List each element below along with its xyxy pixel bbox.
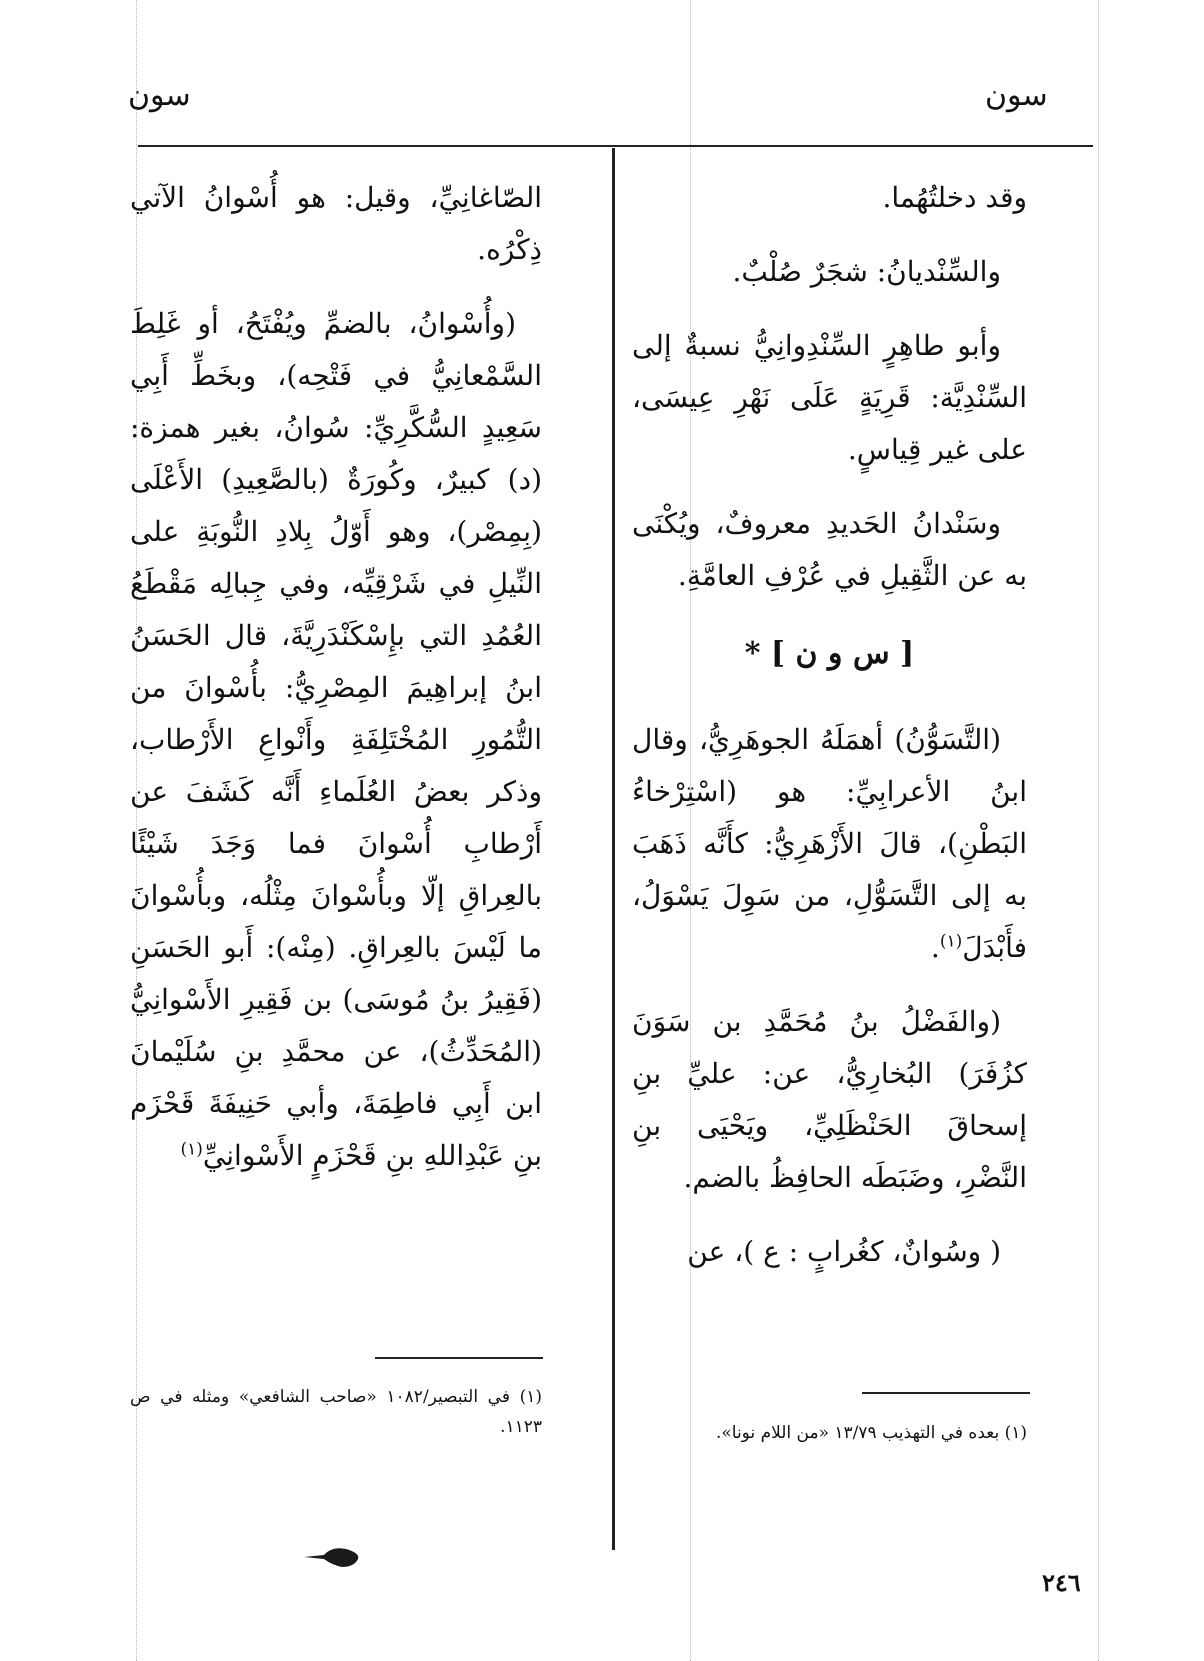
footnote-rule bbox=[375, 1357, 543, 1359]
running-header-right: سون bbox=[985, 78, 1048, 113]
paragraph: الصّاغانِيِّ، وقيل: هو أُسْوانُ الآتي ذِكْرُه. bbox=[130, 181, 542, 266]
paragraph: وأبو طاهِرٍ السِّنْدِوانِيُّ نسبةٌ إلى السِّنْدِيَّة: قَرِيَةٍ عَلَى نَهْرِ عِيسَى، على غير قِياسٍ. bbox=[632, 329, 1027, 466]
footnote-rule bbox=[862, 1392, 1030, 1394]
right-column bbox=[632, 172, 1027, 1300]
paragraph: ( وسُوانٌ، كغُرابٍ : ع )، عن bbox=[687, 1235, 1001, 1268]
running-header-left: سون bbox=[128, 78, 191, 113]
entry-heading: [ س و ن ] * bbox=[744, 636, 915, 671]
left-column bbox=[130, 172, 542, 1204]
ink-smudge bbox=[302, 1543, 362, 1571]
footnote: (١) في التبصير/١٠٨٢ «صاحب الشافعي» ومثله في ص ١١٢٣. bbox=[130, 1387, 542, 1437]
header-rule bbox=[138, 145, 1093, 147]
paragraph: والسِّنْديانُ: شجَرٌ صُلْبٌ. bbox=[732, 255, 1001, 288]
paragraph bbox=[130, 298, 542, 1182]
paragraph: (والفَضْلُ بنُ مُحَمَّدِ بن سَوَنَ كزُفَرَ) البُخارِيُّ، عن: عليِّ بنِ إسحاقَ الحَنْظَلِيِّ، ويَحْيَى بنِ النَّضْرِ، وضَبَطَه الحافِظُ بالضم. bbox=[632, 1005, 1027, 1194]
footnote: (١) بعده في التهذيب ١٣/٧٩ «من اللام نونا». bbox=[715, 1423, 1027, 1443]
scan-fold-line bbox=[1098, 0, 1099, 1661]
column-divider bbox=[612, 148, 615, 1550]
paragraph bbox=[632, 714, 1027, 974]
paragraph: وسَنْدانُ الحَديدِ معروفٌ، ويُكْنَى به عن الثَّقِيلِ في عُرْفِ العامَّةِ. bbox=[632, 507, 1027, 592]
footnote-reference: (١) bbox=[180, 1139, 203, 1160]
paragraph-end: . bbox=[930, 931, 940, 964]
paragraph-text: (وأُسْوانُ، بالضمِّ ويُفْتَحُ، أو غَلِطَ السَّمْعانِيُّ في فَتْحِه)، وبخَطِّ أَبِي سَعِيدٍ السُّكَّرِيِّ: سُوانُ، بغير همزة: (د) كبيرٌ، وكُورَةٌ (بالصَّعِيدِ) الأَعْلَى (بِمِصْر)، وهو أَوّلُ بِلادِ النُّوبَةِ على النِّيلِ في شَرْقِيِّه، وفي جِبالِه مَقْطَعُ العُمُدِ التي بإِسْكَنْدَرِيَّةَ، قال الحَسَنُ ابنُ إبراهِيمَ المِصْرِيُّ: بأُسْوانَ من التُّمُورِ المُخْتَلِفَةِ وأَنْواعِ الأَرْطاب، وذكر بعضُ العُلَماءِ أَنَّه كَشَفَ عن أَرْطابِ أُسْوانَ فما وَجَدَ شَيْئًا بالعِراقِ إلّا وبأُسْوانَ مِثْلُه، وبأُسْوانَ ما لَيْسَ بالعِراقِ. (مِنْه): أَبو الحَسَنِ (فَقِيرُ بنُ مُوسَى) بن فَقِيرِ الأَسْوانِيُّ (المُحَدِّثُ)، عن محمَّدِ بنِ سُلَيْمانَ ابن أَبِي فاطِمَةَ، وأبي حَنِيفَةَ قَحْزَم بنِ عَبْدِاللهِ بنِ قَحْزَمٍ الأَسْوانِيِّ bbox=[130, 307, 542, 1172]
paragraph-text: (التَّسَوُّنُ) أهمَلَهُ الجوهَرِيُّ، وقال ابنُ الأعرابِيِّ: هو (اسْتِرْخاءُ البَطْنِ)، قالَ الأَزْهَرِيُّ: كأَنَّه ذَهَبَ به إلى التَّسَوُّلِ، من سَوِلَ يَسْوَلُ، فأَبْدَلَ bbox=[632, 723, 1027, 964]
footnote-reference: (١) bbox=[939, 931, 963, 952]
paragraph: وقد دخلتُهُما. bbox=[882, 181, 1027, 214]
page-number: ٢٤٦ bbox=[1042, 1568, 1081, 1597]
